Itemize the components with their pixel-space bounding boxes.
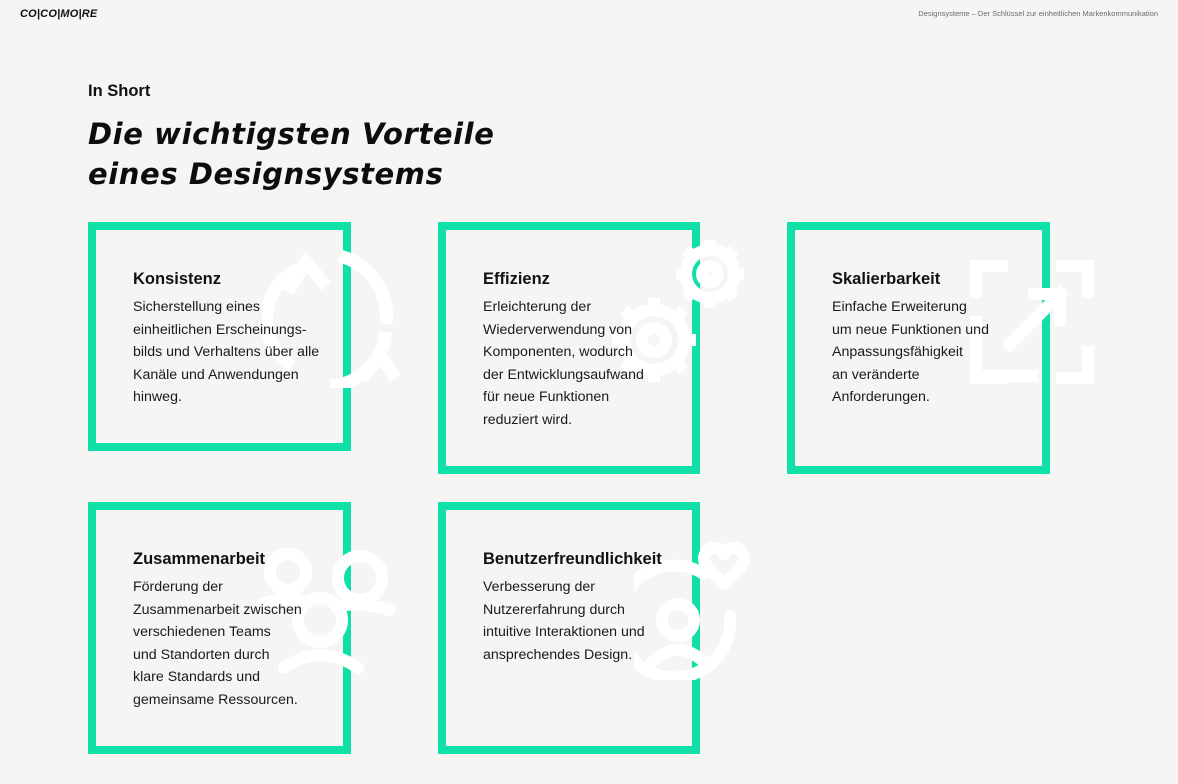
card-text-skalierbarkeit: [832, 269, 1032, 409]
card-title: Zusammenarbeit: [133, 550, 266, 568]
card-text-zusammenarbeit: [133, 549, 333, 712]
card-description: Einfache Erweiterung um neue Funktionen und Anpassungsfähigkeit an veränderte Anforderungen.: [832, 299, 989, 406]
document-title: Designsysteme – Der Schlüssel zur einheitlichen Markenkommunikation: [918, 9, 1158, 18]
card-description: Verbesserung der Nutzererfahrung durch intuitive Interaktionen und ansprechendes Design.: [483, 579, 645, 663]
section-eyebrow: In Short: [88, 82, 151, 100]
card-title: Effizienz: [483, 270, 550, 288]
card-description: Sicherstellung eines einheitlichen Erscheinungs- bilds und Verhaltens über alle Kanäle und Anwendungen hinweg.: [133, 299, 320, 406]
brand-logo: CO|CO|MO|RE: [20, 8, 98, 20]
card-title: Skalierbarkeit: [832, 270, 941, 288]
card-text-konsistenz: [133, 269, 333, 409]
page-headline: [88, 114, 494, 194]
headline-text: Die wichtigsten Vorteile eines Designsystems: [88, 117, 495, 191]
card-description: Erleichterung der Wiederverwendung von Komponenten, wodurch der Entwicklungsaufwand für neue Funktionen reduziert wird.: [483, 299, 644, 428]
card-description: Förderung der Zusammenarbeit zwischen verschiedenen Teams und Standorten durch klare Standards und gemeinsame Ressourcen.: [133, 579, 302, 708]
card-text-effizienz: [483, 269, 683, 432]
card-title: Benutzerfreundlichkeit: [483, 550, 662, 568]
card-text-benutzerfreundlichkeit: [483, 549, 693, 666]
card-title: Konsistenz: [133, 270, 222, 288]
